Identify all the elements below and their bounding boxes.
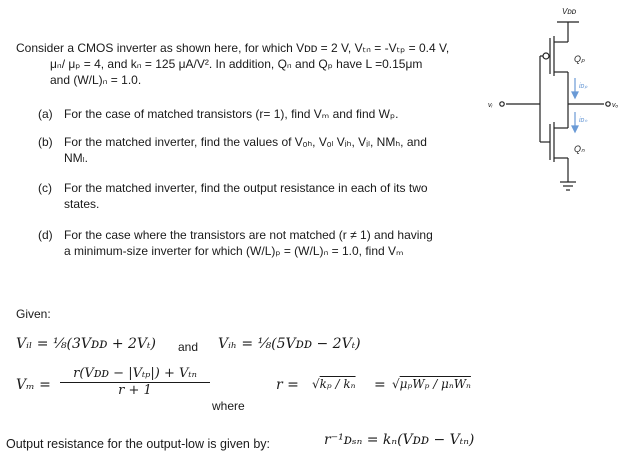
vi-label: vᵢ — [488, 102, 493, 109]
item-c-text-1: For the matched inverter, find the output resistance in each of its two — [64, 181, 428, 195]
intro-line-2: μₙ/ μₚ = 4, and kₙ = 125 μA/V². In addition, Qₙ and Qₚ have L =0.15μm — [50, 57, 423, 71]
item-c-label: (c) — [38, 181, 52, 195]
given-heading: Given: — [16, 307, 51, 321]
vil-equation: Vᵢₗ = ⅛(3Vᴅᴅ + 2Vₜ) — [16, 336, 156, 352]
item-d — [38, 227, 468, 261]
vo-label: vₒ — [612, 102, 619, 109]
item-d-text-2: a minimum-size inverter for which (W/L)ₚ = (W/L)ₙ = 1.0, find Vₘ — [64, 244, 404, 258]
vdd-label: Vᴅᴅ — [562, 7, 577, 16]
intro-line-1: Consider a CMOS inverter as shown here, for which Vᴅᴅ = 2 V, Vₜₙ = -Vₜₚ = 0.4 V, — [16, 41, 450, 55]
and-text: and — [178, 340, 199, 354]
vih-equation: Vᵢₕ = ⅛(5Vᴅᴅ − 2Vₜ) — [218, 336, 361, 352]
r-kp-kn: √kₚ / kₙ — [312, 377, 356, 391]
r-kp-kn-text: kₚ / kₙ — [319, 377, 356, 391]
item-d-text-1: For the case where the transistors are not matched (r ≠ 1) and having — [64, 228, 433, 242]
output-resistance-equation: r⁻¹ᴅₛₙ = kₙ(Vᴅᴅ − Vₜₙ) — [324, 432, 475, 448]
idp-label: iᴅₚ — [579, 83, 588, 90]
item-d-label: (d) — [38, 228, 53, 242]
item-c-text-2: states. — [64, 197, 100, 211]
item-b-text-1: For the matched inverter, find the values of Vₒₕ, Vₒₗ Vᵢₕ, Vᵢₗ, NMₕ, and — [64, 135, 427, 149]
vm-fraction — [60, 366, 210, 398]
vm-denominator: r + 1 — [118, 383, 152, 398]
vm-lhs: Vₘ = — [16, 377, 51, 393]
vm-numerator: r(Vᴅᴅ − |Vₜₚ|) + Vₜₙ — [60, 366, 210, 383]
item-c — [38, 180, 468, 214]
qn-label: Qₙ — [574, 144, 585, 154]
r-mu-w: √μₚWₚ / μₙWₙ — [392, 377, 471, 391]
item-a — [38, 106, 468, 126]
r-mu-w-text: μₚWₚ / μₙWₙ — [399, 377, 471, 391]
where-text: where — [212, 399, 245, 413]
item-a-label: (a) — [38, 107, 53, 121]
idn-label: iᴅₙ — [579, 117, 588, 124]
item-b-text-2: NMₗ. — [64, 151, 88, 165]
r-lhs: r = — [276, 377, 299, 393]
problem-intro — [16, 40, 456, 88]
cmos-inverter-diagram — [462, 0, 622, 200]
r-equals: = — [374, 377, 386, 393]
item-b-label: (b) — [38, 135, 53, 149]
intro-line-3: and (W/L)ₙ = 1.0. — [50, 73, 142, 87]
item-a-text: For the case of matched transistors (r= 1), find Vₘ and find Wₚ. — [64, 107, 399, 121]
output-resistance-text: Output resistance for the output-low is given by: — [6, 437, 271, 451]
item-b — [38, 134, 468, 168]
qp-label: Qₚ — [574, 54, 585, 64]
